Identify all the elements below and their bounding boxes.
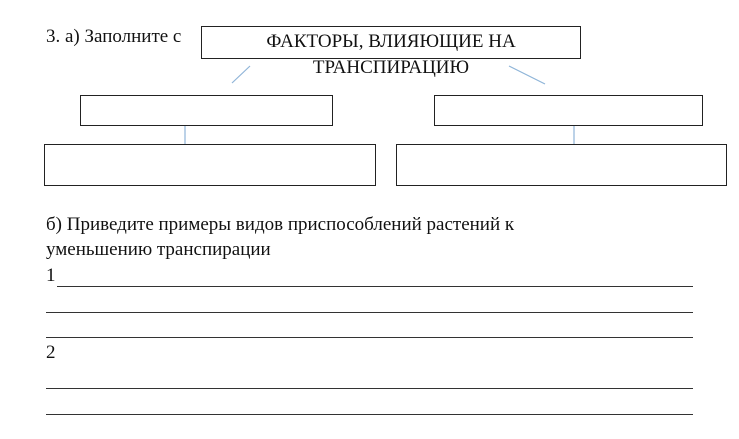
detail-box-left[interactable]: [44, 144, 376, 186]
diagram-title-line2: ТРАНСПИРАЦИЮ: [312, 57, 470, 78]
answer-number-2: 2: [46, 342, 56, 363]
answer-number-1: 1: [46, 265, 56, 286]
answer-line-1b[interactable]: [46, 312, 693, 313]
answer-line-1c[interactable]: [46, 337, 693, 338]
detail-box-right[interactable]: [396, 144, 727, 186]
answer-line-1a[interactable]: [57, 286, 693, 287]
task-b-question-line1: б) Приведите примеры видов приспособлений растений к: [46, 214, 515, 235]
task-b-question-line2: уменьшению транспирации: [46, 239, 271, 260]
factor-box-left[interactable]: [80, 95, 333, 126]
answer-line-2b[interactable]: [46, 414, 693, 415]
answer-line-2a[interactable]: [46, 388, 693, 389]
diagram-title-line1: ФАКТОРЫ, ВЛИЯЮЩИЕ НА: [266, 31, 516, 52]
factor-box-right[interactable]: [434, 95, 703, 126]
task-a-heading: 3. а) Заполните с: [46, 26, 182, 47]
